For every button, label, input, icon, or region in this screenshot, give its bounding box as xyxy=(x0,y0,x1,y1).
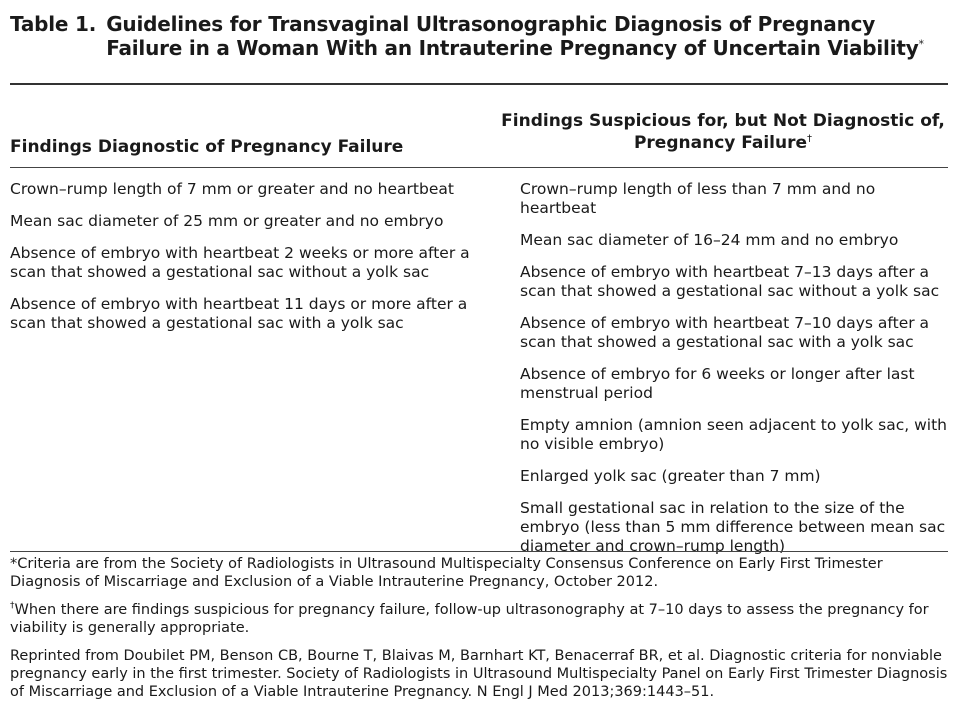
table-header-row xyxy=(10,102,948,164)
column-header-diagnostic: Findings Diagnostic of Pregnancy Failure xyxy=(10,137,404,157)
table-cell: Empty amnion (amnion seen adjacent to yolk sac, with no visible embryo) xyxy=(520,416,947,453)
footnote-criteria xyxy=(10,555,948,591)
table-cell: Absence of embryo with heartbeat 7–13 days after a scan that showed a gestational sac without a yolk sac xyxy=(520,263,940,300)
table-cell: Absence of embryo with heartbeat 11 days or more after a scan that showed a gestational sac with a yolk sac xyxy=(10,295,468,332)
footnote-star-marker: * xyxy=(10,556,18,572)
table-cell: Small gestational sac in relation to the size of the embryo (less than 5 mm difference between mean sac diameter and crown–rump length) xyxy=(520,499,946,555)
footnote-dagger-marker: † xyxy=(10,601,15,612)
document-page xyxy=(10,12,948,700)
column-header-suspicious-text: Findings Suspicious for, but Not Diagnostic of, Pregnancy Failure xyxy=(501,111,945,153)
header-footnote-marker: † xyxy=(807,133,813,145)
table-cell: Crown–rump length of 7 mm or greater and no heartbeat xyxy=(10,180,454,198)
table-title xyxy=(10,12,948,60)
footnote-followup xyxy=(10,601,948,637)
table-cell: Mean sac diameter of 25 mm or greater and no embryo xyxy=(10,212,444,230)
table-cell: Absence of embryo with heartbeat 2 weeks or more after a scan that showed a gestational sac without a yolk sac xyxy=(10,244,470,281)
column-suspicious xyxy=(520,180,950,569)
table-cell: Absence of embryo for 6 weeks or longer after last menstrual period xyxy=(520,365,915,402)
table-header-rule xyxy=(10,167,948,168)
table-label: Table 1. xyxy=(10,12,97,36)
table-top-rule xyxy=(10,83,948,85)
table-cell: Absence of embryo with heartbeat 7–10 days after a scan that showed a gestational sac with a yolk sac xyxy=(520,314,930,351)
footnote-dagger-text: When there are findings suspicious for pregnancy failure, follow-up ultrasonography at 7–10 days to assess the pregnancy for viability is generally appropriate. xyxy=(10,602,929,636)
column-diagnostic xyxy=(10,180,470,346)
table-bottom-rule xyxy=(10,551,948,552)
table-cell: Mean sac diameter of 16–24 mm and no embryo xyxy=(520,231,899,249)
table-footnotes xyxy=(10,555,948,711)
table-title-body: Guidelines for Transvaginal Ultrasonographic Diagnosis of Pregnancy Failure in a Woman With an Intrauterine Pregnancy of Uncertain Viability xyxy=(106,12,919,60)
title-footnote-marker: * xyxy=(918,37,924,51)
table-cell: Enlarged yolk sac (greater than 7 mm) xyxy=(520,467,821,485)
footnote-star-text: Criteria are from the Society of Radiologists in Ultrasound Multispecialty Consensus Conference on Early First Trimester Diagnosis of Miscarriage and Exclusion of a Viable Intrauterine Pregnancy, October 2012. xyxy=(10,556,883,590)
table-title-text xyxy=(106,12,948,60)
column-header-suspicious xyxy=(498,110,948,154)
reprint-citation: Reprinted from Doubilet PM, Benson CB, Bourne T, Blaivas M, Barnhart KT, Benacerraf BR, et al. Diagnostic criteria for nonviable pregnancy early in the first trimester. Society of Radiologists in Ultrasound Multispecialty Panel on Early First Trimester Diagnosis of Miscarriage and Exclusion of a Viable Intrauterine Pregnancy. N Engl J Med 2013;369:1443–51. xyxy=(10,648,948,700)
table-cell: Crown–rump length of less than 7 mm and no heartbeat xyxy=(520,180,876,217)
